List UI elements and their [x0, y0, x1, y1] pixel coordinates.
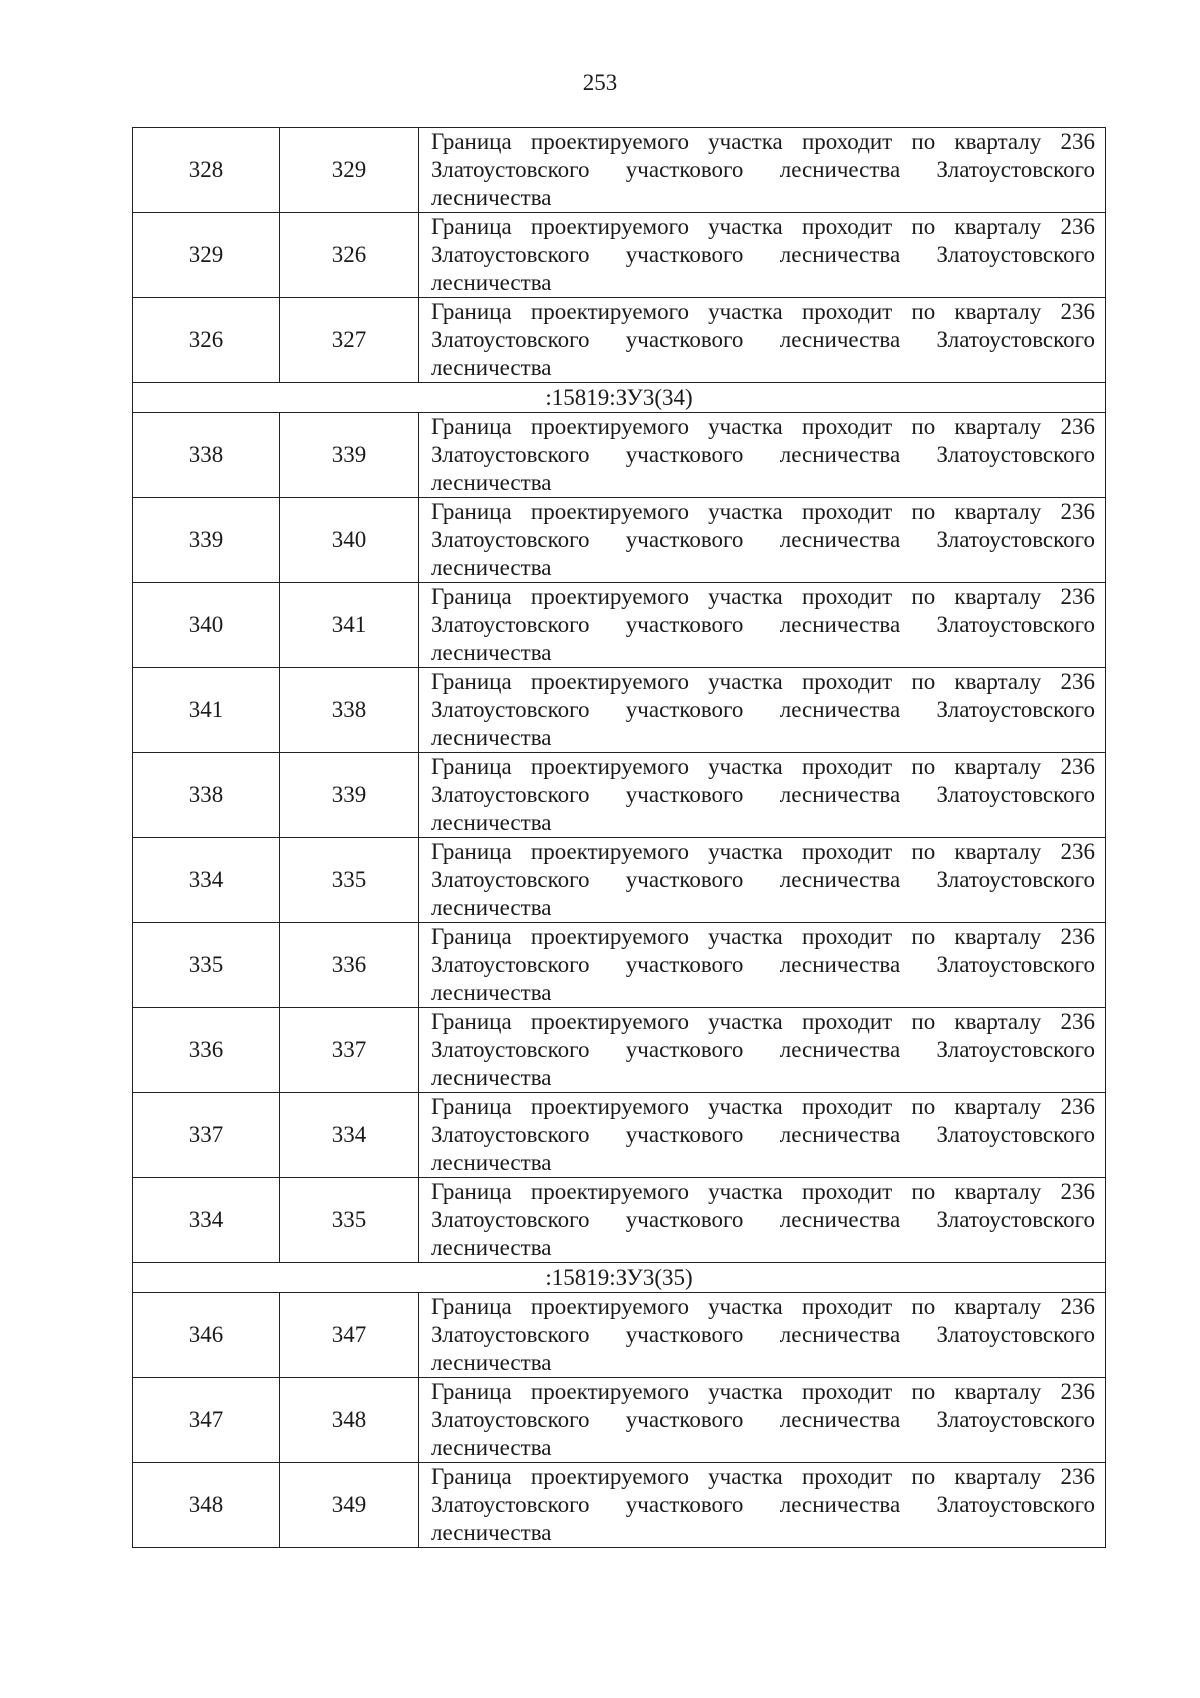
point-to: 336: [280, 923, 419, 1008]
point-to: 326: [280, 213, 419, 298]
point-to: 337: [280, 1008, 419, 1093]
point-to: 339: [280, 753, 419, 838]
boundary-description: Граница проектируемого участка проходит по кварталу 236 Златоустовского участкового лесничества Златоустовского лесничества: [419, 213, 1106, 298]
boundary-description: Граница проектируемого участка проходит по кварталу 236 Златоустовского участкового лесничества Златоустовского лесничества: [419, 298, 1106, 383]
boundary-description: Граница проектируемого участка проходит по кварталу 236 Златоустовского участкового лесничества Златоустовского лесничества: [419, 413, 1106, 498]
point-from: 340: [133, 583, 280, 668]
table-row: [133, 413, 1106, 498]
point-to: 349: [280, 1463, 419, 1548]
point-from: 328: [133, 128, 280, 213]
table-row: [133, 668, 1106, 753]
section-label: :15819:ЗУ3(34): [133, 383, 1106, 413]
point-from: 336: [133, 1008, 280, 1093]
table-row: [133, 1293, 1106, 1378]
point-to: 341: [280, 583, 419, 668]
boundary-table-body: [133, 128, 1106, 1548]
point-to: 348: [280, 1378, 419, 1463]
boundary-description: Граница проектируемого участка проходит по кварталу 236 Златоустовского участкового лесничества Златоустовского лесничества: [419, 498, 1106, 583]
point-to: 338: [280, 668, 419, 753]
point-from: 348: [133, 1463, 280, 1548]
table-row: [133, 1093, 1106, 1178]
point-to: 335: [280, 838, 419, 923]
point-from: 335: [133, 923, 280, 1008]
table-row: [133, 583, 1106, 668]
boundary-table: [132, 127, 1106, 1548]
table-row: [133, 1178, 1106, 1263]
table-row: [133, 298, 1106, 383]
table-row: [133, 498, 1106, 583]
point-from: 334: [133, 838, 280, 923]
point-from: 346: [133, 1293, 280, 1378]
point-from: 326: [133, 298, 280, 383]
point-from: 341: [133, 668, 280, 753]
point-from: 329: [133, 213, 280, 298]
boundary-description: Граница проектируемого участка проходит по кварталу 236 Златоустовского участкового лесничества Златоустовского лесничества: [419, 923, 1106, 1008]
point-to: 334: [280, 1093, 419, 1178]
point-from: 339: [133, 498, 280, 583]
table-row: [133, 1008, 1106, 1093]
point-to: 347: [280, 1293, 419, 1378]
table-row: [133, 1463, 1106, 1548]
point-to: 335: [280, 1178, 419, 1263]
boundary-description: Граница проектируемого участка проходит по кварталу 236 Златоустовского участкового лесничества Златоустовского лесничества: [419, 668, 1106, 753]
page-number: 253: [582, 70, 618, 95]
boundary-description: Граница проектируемого участка проходит по кварталу 236 Златоустовского участкового лесничества Златоустовского лесничества: [419, 1008, 1106, 1093]
table-row: [133, 1378, 1106, 1463]
boundary-description: Граница проектируемого участка проходит по кварталу 236 Златоустовского участкового лесничества Златоустовского лесничества: [419, 1093, 1106, 1178]
section-header-row: [133, 383, 1106, 413]
table-row: [133, 213, 1106, 298]
point-to: 340: [280, 498, 419, 583]
section-label: :15819:ЗУ3(35): [133, 1263, 1106, 1293]
table-row: [133, 753, 1106, 838]
boundary-description: Граница проектируемого участка проходит по кварталу 236 Златоустовского участкового лесничества Златоустовского лесничества: [419, 128, 1106, 213]
point-from: 337: [133, 1093, 280, 1178]
point-to: 339: [280, 413, 419, 498]
boundary-description: Граница проектируемого участка проходит по кварталу 236 Златоустовского участкового лесничества Златоустовского лесничества: [419, 1293, 1106, 1378]
section-header-row: [133, 1263, 1106, 1293]
boundary-description: Граница проектируемого участка проходит по кварталу 236 Златоустовского участкового лесничества Златоустовского лесничества: [419, 1378, 1106, 1463]
point-to: 329: [280, 128, 419, 213]
table-row: [133, 923, 1106, 1008]
boundary-description: Граница проектируемого участка проходит по кварталу 236 Златоустовского участкового лесничества Златоустовского лесничества: [419, 583, 1106, 668]
boundary-description: Граница проектируемого участка проходит по кварталу 236 Златоустовского участкового лесничества Златоустовского лесничества: [419, 1463, 1106, 1548]
point-from: 347: [133, 1378, 280, 1463]
table-row: [133, 838, 1106, 923]
point-to: 327: [280, 298, 419, 383]
point-from: 334: [133, 1178, 280, 1263]
point-from: 338: [133, 753, 280, 838]
boundary-description: Граница проектируемого участка проходит по кварталу 236 Златоустовского участкового лесничества Златоустовского лесничества: [419, 753, 1106, 838]
point-from: 338: [133, 413, 280, 498]
table-row: [133, 128, 1106, 213]
boundary-description: Граница проектируемого участка проходит по кварталу 236 Златоустовского участкового лесничества Златоустовского лесничества: [419, 838, 1106, 923]
boundary-description: Граница проектируемого участка проходит по кварталу 236 Златоустовского участкового лесничества Златоустовского лесничества: [419, 1178, 1106, 1263]
